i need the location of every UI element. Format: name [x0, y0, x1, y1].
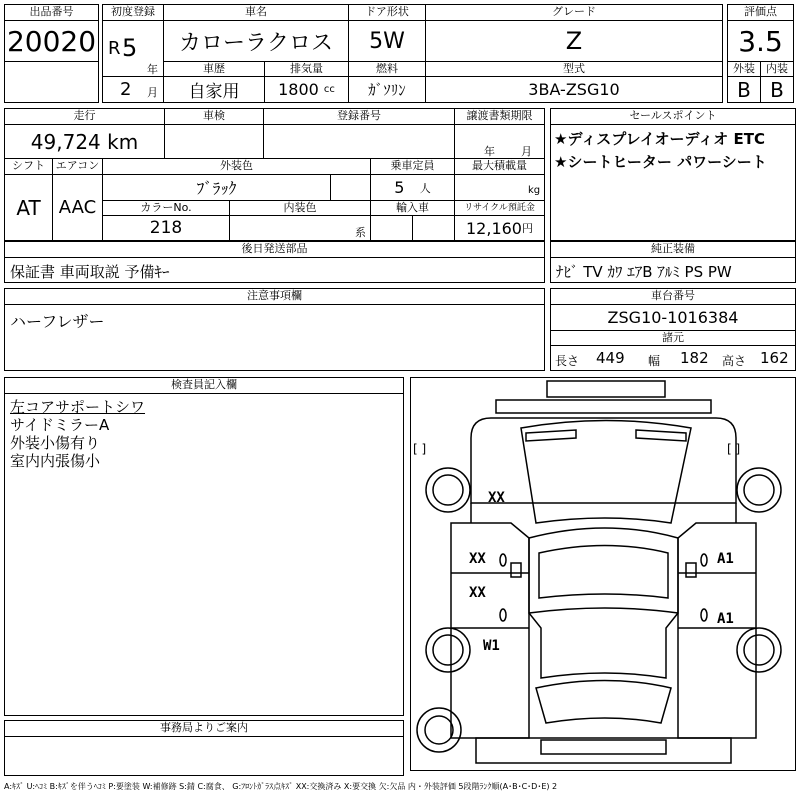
- chassis-title: 車台番号: [550, 288, 796, 305]
- inspector-line-2: サイドミラーA: [10, 416, 110, 434]
- year-unit: 年: [147, 63, 158, 76]
- interior-grade: B: [760, 76, 794, 103]
- width: 182: [680, 349, 709, 367]
- color-sub-box: [330, 174, 371, 201]
- sales-points-title: セールスポイント: [550, 108, 796, 125]
- car-name: カローラクロス: [163, 20, 349, 62]
- shift-label: シフト: [4, 158, 53, 175]
- history: 自家用: [163, 76, 265, 103]
- later-parts-title: 後日発送部品: [4, 241, 545, 258]
- exterior-color: ﾌﾞﾗｯｸ: [102, 174, 331, 201]
- color-no-label: カラーNo.: [102, 200, 230, 216]
- fuel: ｶﾞｿﾘﾝ: [348, 76, 426, 103]
- score-label: 評価点: [727, 4, 794, 21]
- notes-value: ハーフレザー: [10, 312, 105, 331]
- ac-label: エアコン: [52, 158, 103, 175]
- interior-grade-label: 内装: [760, 61, 794, 77]
- width-label: 幅: [648, 354, 661, 368]
- recycle-label: リサイクル預託金: [454, 200, 545, 216]
- fuel-label: 燃料: [348, 61, 426, 77]
- displacement: 1800 cc: [264, 76, 349, 103]
- exterior-grade-label: 外装: [727, 61, 761, 77]
- dims-title: 諸元: [550, 330, 796, 346]
- mark-left-front-door: XX: [469, 551, 486, 567]
- inspection-label: 車検: [164, 108, 264, 125]
- height: 162: [760, 349, 789, 367]
- load-label: 最大積載量: [454, 158, 545, 175]
- bracket-left: [ ]: [413, 442, 427, 456]
- reg-year: 5: [122, 34, 138, 62]
- height-label: 高さ: [722, 354, 747, 368]
- import-value-b: [412, 215, 455, 241]
- import-label: 輸入車: [370, 200, 455, 216]
- reg-no-value: [263, 124, 455, 159]
- month-unit: 月: [147, 86, 158, 99]
- inspector-title: 検査員記入欄: [4, 377, 404, 394]
- interior-color-value: [229, 215, 371, 241]
- recycle-unit: 円: [521, 222, 533, 235]
- door: 5W: [348, 20, 426, 62]
- color-no: 218: [102, 215, 230, 241]
- door-label: ドア形状: [348, 4, 426, 21]
- capacity-unit: 人: [419, 181, 431, 195]
- inspector-line-3: 外装小傷有り: [10, 434, 101, 452]
- car-outline: [411, 378, 795, 770]
- car-damage-diagram: [410, 377, 796, 771]
- score: 3.5: [727, 20, 794, 62]
- mark-hood: XX: [488, 490, 505, 506]
- reg-no-label: 登録番号: [263, 108, 455, 125]
- ac: AAC: [52, 174, 103, 241]
- later-parts-value: 保証書 車両取説 予備ｷｰ: [10, 263, 170, 281]
- interior-color-label: 内装色: [229, 200, 371, 216]
- chassis-no: ZSG10-1016384: [550, 304, 796, 331]
- shift: AT: [4, 174, 53, 241]
- recycle: 12,160 円: [454, 215, 545, 241]
- bracket-right: [ ]: [727, 442, 741, 456]
- exterior-grade: B: [727, 76, 761, 103]
- inspection-value: [164, 124, 264, 159]
- notes-title: 注意事項欄: [4, 288, 545, 305]
- equipment-title: 純正装備: [550, 241, 796, 258]
- mark-left-rear-door: XX: [469, 585, 486, 601]
- interior-color-unit: 系: [355, 226, 366, 239]
- history-label: 車歴: [163, 61, 265, 77]
- mileage-unit: km: [107, 129, 139, 154]
- capacity-label: 乗車定員: [370, 158, 455, 175]
- era: R: [108, 38, 121, 59]
- displacement-unit: cc: [323, 84, 335, 95]
- sales-point-2: ★シートヒーター パワーシート: [554, 153, 767, 171]
- equipment-value: ﾅﾋﾞ TV ｶﾜ ｴｱB ｱﾙﾐ PS PW: [556, 263, 732, 281]
- displacement-label: 排気量: [264, 61, 349, 77]
- load-unit: kg: [528, 185, 541, 196]
- grade-label: グレード: [425, 4, 723, 21]
- lot-no-blank: [4, 61, 99, 103]
- import-value-a: [370, 215, 413, 241]
- model: 3BA-ZSG10: [425, 76, 723, 103]
- length-label: 長さ: [555, 354, 580, 368]
- transfer-month-unit: 月: [521, 145, 532, 158]
- first-reg-label: 初度登録: [102, 4, 164, 21]
- reg-month: 2: [120, 79, 132, 100]
- mileage: 49,724 km: [4, 124, 165, 159]
- transfer-year-unit: 年: [484, 145, 495, 158]
- color-label: 外装色: [102, 158, 371, 175]
- inspector-line-1: 左コアサポートシワ: [10, 398, 146, 416]
- grade: Z: [425, 20, 723, 62]
- inspector-line-4: 室内内張傷小: [10, 452, 101, 470]
- mark-right-front-door: A1: [717, 551, 734, 567]
- office-title: 事務局よりご案内: [4, 720, 404, 737]
- mark-right-rear-door: A1: [717, 611, 734, 627]
- mark-left-rear-fender: W1: [483, 638, 500, 654]
- transfer-label: 譲渡書類期限: [454, 108, 545, 125]
- length: 449: [596, 349, 625, 367]
- sales-point-1: ★ディスプレイオーディオ ETC: [554, 130, 765, 148]
- capacity: 5 人: [370, 174, 455, 201]
- mileage-label: 走行: [4, 108, 165, 125]
- office-box: [4, 736, 404, 776]
- month-divider: [102, 76, 164, 77]
- model-label: 型式: [425, 61, 723, 77]
- damage-legend: A:ｷｽﾞ U:ﾍｺﾐ B:ｷｽﾞを伴うﾍｺﾐ P:要塗装 W:補修跡 S:錆 C:腐食、 G:ﾌﾛﾝﾄｶﾞﾗｽ点ｷｽﾞ XX:交換済み X:要交換 欠:欠品 内・外装評価 5段階ﾗﾝｸ順(A･B･C･D･E) 2: [4, 782, 558, 791]
- lot-no-label: 出品番号: [4, 4, 99, 21]
- car-name-label: 車名: [163, 4, 349, 21]
- lot-no: 20020: [4, 20, 99, 62]
